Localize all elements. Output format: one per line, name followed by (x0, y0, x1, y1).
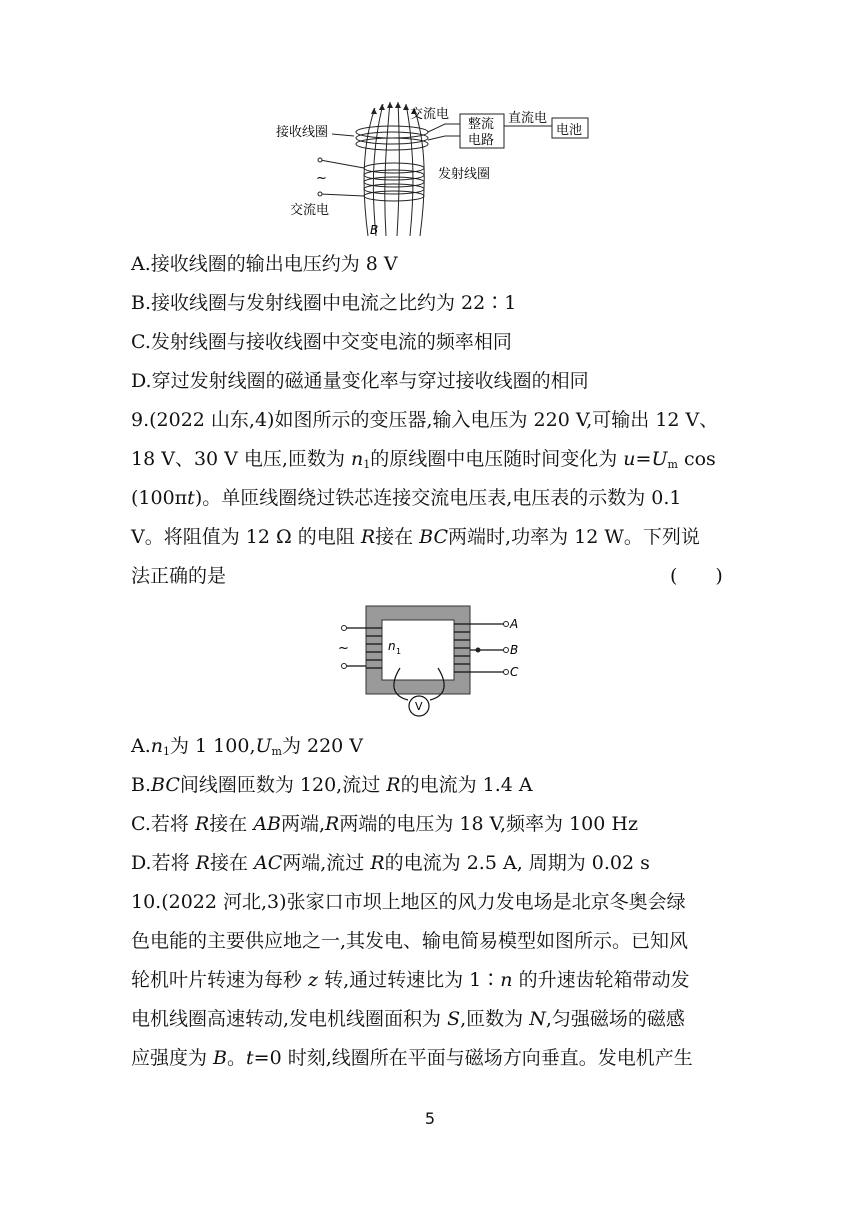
q9-option-a: $A.n_1$为 1 $100,U_m$为 220 V (131, 735, 364, 758)
q9-line-4: V。将阻值为 12 Ω 的电阻 R接在 BC两端时,功率为 12 W。下列说 (131, 526, 700, 548)
n1-label: n (388, 639, 396, 653)
receive-coil-label: 接收线圈 (276, 125, 329, 140)
q8-option-a: A.接收线圈的输出电压约为 8 V (131, 253, 398, 275)
rectifier-label-2: 电路 (468, 133, 495, 148)
q10-line-2: 色电能的主要供应地之一,其发电、输电简易模型如图所示。已知风 (131, 930, 689, 952)
q9-line-3: (100πt)。单匝线圈绕过铁芯连接交流电压表,电压表的示数为 0.1 (131, 487, 682, 509)
wireless-charging-figure (270, 96, 590, 240)
ac-symbol: ~ (316, 171, 327, 186)
q10-line-4: 电机线圈高速转动,发电机线圈面积为 S,匝数为 N,匀强磁场的磁感 (131, 1008, 685, 1030)
q10-line-1: 10.(2022 河北,3)张家口市坝上地区的风力发电场是北京冬奥会绿 (131, 891, 686, 913)
q8-option-d: D.穿过发射线圈的磁通量变化率与穿过接收线圈的相同 (131, 370, 589, 392)
q8-option-b: B.接收线圈与发射线圈中电流之比约为 22∶1 (131, 292, 517, 314)
ac-bottom-label: 交流电 (290, 203, 330, 218)
transmit-coil-label: 发射线圈 (438, 167, 491, 182)
q9-option-d: D.若将 R接在 AC两端,流过 R的电流为 2.5 A, 周期为 0.02 s (131, 852, 650, 874)
voltmeter-label: V (415, 700, 423, 713)
ac-source-symbol: ~ (338, 641, 349, 656)
b-field-label: B (370, 223, 379, 237)
n1-subscript: 1 (396, 647, 402, 656)
q9-line-2: 18 V、30 V 电压,匝数为 $n_1$的原线圈中电压随时间变化为 $u=U_m$ cos (131, 448, 716, 471)
q10-line-5: 应强度为 B。t=0 时刻,线圈所在平面与磁场方向垂直。发电机产生 (131, 1047, 693, 1069)
q9-line-5: 法正确的是 (131, 565, 227, 587)
terminal-a: A (510, 617, 519, 631)
battery-label: 电池 (556, 123, 583, 138)
terminal-b: B (510, 643, 519, 657)
q10-line-3: 轮机叶片转速为每秒 z 转,通过转速比为 1∶n 的升速齿轮箱带动发 (131, 969, 690, 991)
q9-option-b: B.BC间线圈匝数为 120,流过 R的电流为 1.4 A (131, 774, 533, 796)
answer-paren: ( ) (670, 565, 723, 587)
transformer-figure (330, 600, 530, 722)
dc-label: 直流电 (508, 111, 548, 126)
q8-option-c: C.发射线圈与接收线圈中交变电流的频率相同 (131, 331, 512, 353)
q9-line-1: 9.(2022 山东,4)如图所示的变压器,输入电压为 220 V,可输出 12 V、 (131, 409, 719, 431)
page-number: 5 (424, 1109, 436, 1128)
q9-option-c: C.若将 R接在 AB两端,R两端的电压为 18 V,频率为 100 Hz (131, 813, 638, 835)
ac-top-label: 交流电 (410, 107, 450, 122)
terminal-c: C (510, 665, 519, 679)
rectifier-label-1: 整流 (468, 117, 495, 132)
